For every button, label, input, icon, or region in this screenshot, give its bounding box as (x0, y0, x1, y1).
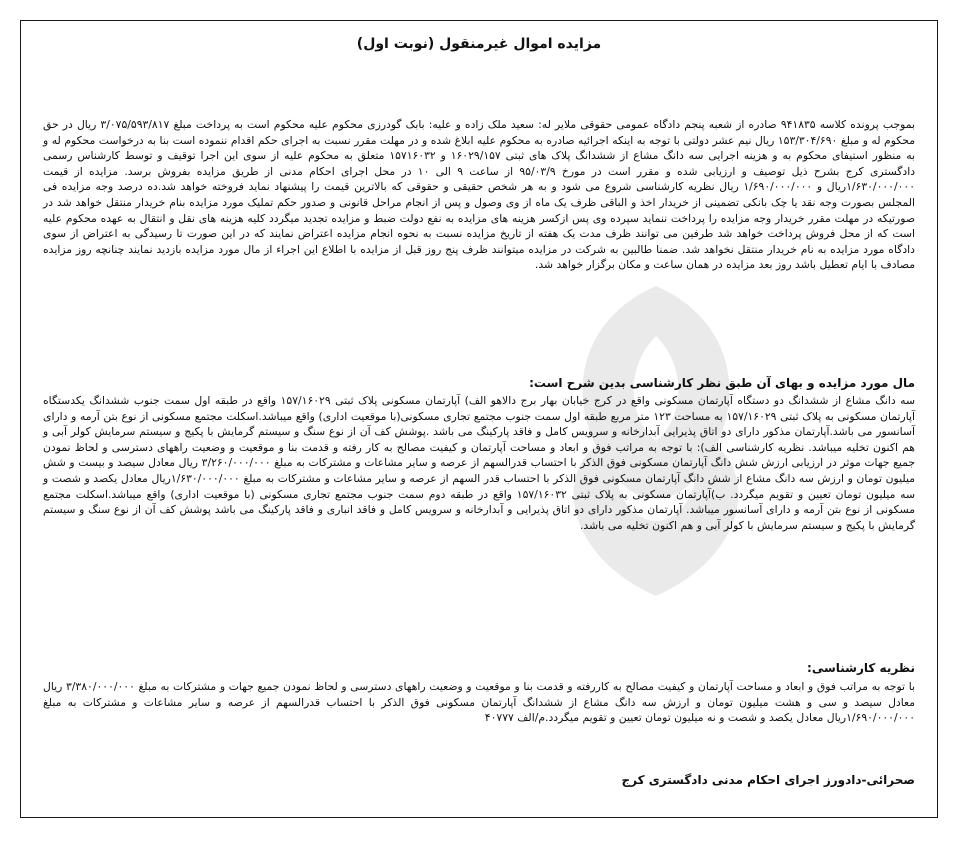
notice-content (21, 21, 937, 817)
signature-line: صحرائی-دادورز اجرای احکام مدنی دادگستری کرج (621, 773, 915, 787)
page-title: مزایده اموال غیرمنقول (نوبت اول) (356, 36, 602, 52)
section-heading-expert-opinion: نظریه کارشناسی: (807, 661, 915, 675)
property-description-paragraph: سه دانگ مشاع از ششدانگ دو دستگاه آپارتمان مسکونی واقع در کرج خیابان بهار برج دالاهو الف) آپارتمان مسکونی پلاک ثبتی ۱۵۷/۱۶۰۲۹ واقع در طبقه اول سمت جنوب ششدانگ یکدستگاه آپارتمان مسکونی به پلاک ثبتی ۱۵۷/۱۶۰۲۹ به مساحت ۱۲۳ متر مربع طبقه اول سمت جنوب مجتمع تجاری مسکونی(با موقعیت اداری) واقع میباشد.اسکلت مجتمع مسکونی از نوع بتن آرمه و دارای آسانسور می باشد.آپارتمان مذکور دارای دو اتاق پذیرایی آبدارخانه و سرویس کامل و فاقد پارکینگ می باشد .پوشش کف آن از نوع سنگ و سیستم گرمایش با پکیج و سیستم سرمایش کولر آبی و هم اکنون تخلیه میباشد. نظریه کارشناسی الف): با توجه به مراتب فوق و ابعاد و مساحت آپارتمان و کیفیت مصالح به کار رفته و قدمت بنا و موقعیت و وضعیت راههای دسترسی و لحاظ نمودن جمیع جهات موثر در ارزیابی ارزش شش دانگ آپارتمان مسکونی فوق الذکر با احتساب قدرالسهم از عرصه و سایر مشاعات و مشترکات به مبلغ ۳/۲۶۰/۰۰۰/۰۰۰ ریال معادل سیصد و بیست و شش میلیون تومان و ارزش سه دانگ مشاع از شش دانگ آپارتمان مسکونی فوق الذکر با احتساب قدر السهم از عرصه و سایر مشاعات و مشترکات به مبلغ ۱/۶۳۰/۰۰۰/۰۰۰ریال معادل یکصد و شصت و سه میلیون تومان تعیین و تقویم میگردد. ب)آپارتمان مسکونی به پلاک ثبتی ۱۵۷/۱۶۰۳۲ واقع در طبقه دوم سمت جنوب مجتمع تجاری مسکونی (با موقعیت اداری) واقع میباشد.اسکلت مجتمع مسکونی از نوع بتن آرمه و دارای آسانسور میباشد. آپارتمان مذکور دارای دو اتاق پذیرایی و آبدارخانه و سرویس کامل و فاقد انباری و فاقد پارکینگ می باشد پوشش کف آن از نوع سنگ و سیستم گرمایش با پکیج و سیستم سرمایش با کولر آبی و هم اکنون تخلیه می باشد. (43, 394, 916, 532)
notice-frame (20, 20, 938, 818)
expert-opinion-paragraph: با توجه به مراتب فوق و ابعاد و مساحت آپارتمان و کیفیت مصالح به کاررفته و قدمت بنا و موقعیت و وضعیت راههای دسترسی و لحاظ نمودن جمیع جهات و مشترکات به مبلغ ۳/۳۸۰/۰۰۰/۰۰۰ ریال معادل سیصد و سی و هشت میلیون تومان و ارزش سه دانگ مشاع از ششدانگ آپارتمان مسکونی فوق الذکر با احتساب قدرالسهم از عرصه و سایر مشاعات و مشترکات به مبلغ ۱/۶۹۰/۰۰۰/۰۰۰ریال معادل یکصد و شصت و نه میلیون تومان تعیین و تقویم میگردد.م/الف ۴۰۷۷۷ (43, 680, 915, 725)
intro-paragraph: بموجب پرونده کلاسه ۹۴۱۸۳۵ صادره از شعبه پنجم دادگاه عمومی حقوقی ملایر له: سعید ملک زاده و علیه: بابک گودرزی محکوم علیه محکوم است به پرداخت مبلغ ۳/۰۷۵/۵۹۳/۸۱۷ ریال در حق محکوم له و مبلغ ۱۵۳/۳۰۴/۶۹۰ ریال نیم عشر دولتی با توجه به اینکه اجرائیه صادره به محکوم علیه ابلاغ شده و در مهلت مقرر نسبت به اجرای حکم اقدام ننموده است بنا به درخواست محکوم له و به منظور استیفای محکوم به و هزینه اجرایی سه دانگ مشاع از ششدانگ پلاک های ثبتی ۱۶۰۲۹/۱۵۷ و ۱۵۷۱۶۰۳۲ متعلق به محکوم علیه از سوی این اجرا توقیف و توسط کارشناس رسمی دادگستری کرج بشرح ذیل توصیف و ارزیابی شده و مقرر است در مورخ ۹۵/۰۳/۹ از ساعت ۹ الی ۱۰ در محل اجرای احکام مدنی از طریق مزایده بفروش برسد. مزایده از قیمت ۱/۶۳۰/۰۰۰/۰۰۰ریال و ۱/۶۹۰/۰۰۰/۰۰۰ ریال نظریه کارشناسی شروع می شود و به هر شخص حقیقی و حقوقی که بالاترین قیمت را پیشنهاد نماید فروخته خواهد شد.ده درصد وجه مزایده فی المجلس بصورت وجه نقد یا چک بانکی تضمینی از خریدار اخذ و الباقی ظرف یک ماه از وی وصول و پس از انجام مراحل قانونی و صدور حکم تملیک مورد مزایده بنام خریدار منتقل خواهد شد در صورتیکه در مهلت مقرر خریدار وجه مزایده را پرداخت ننماید سپرده وی پس ازکسر هزینه های مزایده به نفع دولت ضبط و مزایده تجدید میگردد کلیه هزینه های نقل و انتقال به عهده محکوم علیه است که از محل فروش پرداخت خواهد شد طرفین می توانند ظرف مدت یک هفته از تاریخ مزایده نسبت به نحوه انجام مزایده اعتراض نمایند که در این صورت تا رسیدگی به اعتراض از سوی دادگاه مورد مزایده به نام خریدار منتقل نخواهد شد. ضمنا طالبین به شرکت در مزایده میتوانند ظرف پنج روز قبل از مزایده با اطلاع این اجراء از مال مورد مزایده بازدید نمایند چنانچه روز مزایده مصادف با ایام تعطیل باشد روز بعد مزایده در همان ساعت و مکان برگزار خواهد شد. (43, 118, 916, 272)
section-heading-property: مال مورد مزایده و بهای آن طبق نظر کارشناسی بدین شرح است: (529, 376, 915, 390)
